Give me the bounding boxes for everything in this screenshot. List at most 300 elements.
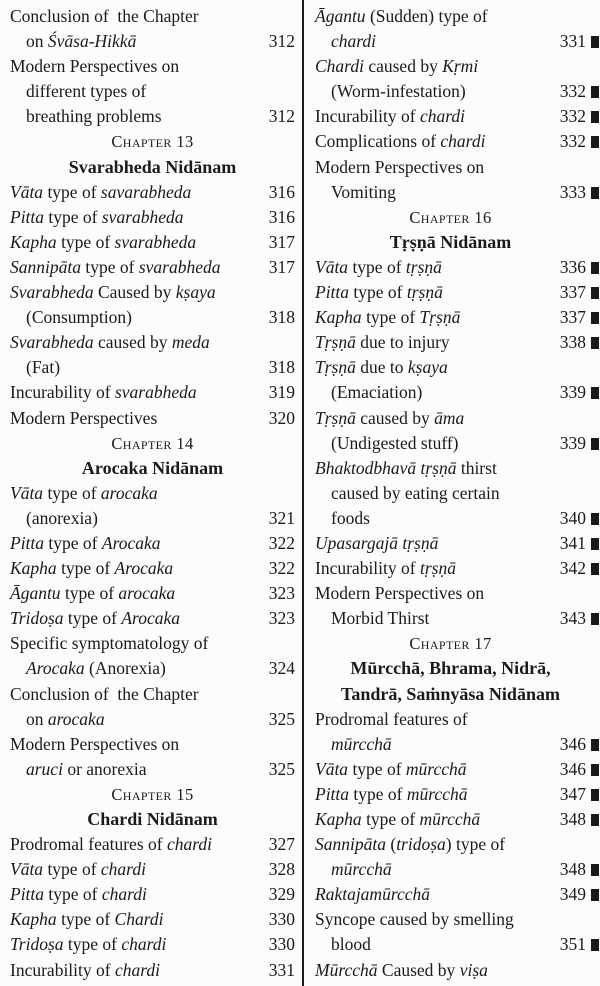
toc-entry bbox=[315, 104, 586, 129]
entry-text bbox=[315, 54, 478, 79]
page-number: 332 bbox=[559, 81, 586, 102]
entry-text bbox=[331, 857, 392, 882]
page-number: 351 bbox=[559, 934, 586, 955]
sanskrit-term: Kapha bbox=[10, 231, 57, 252]
scan-edge-artifact bbox=[591, 513, 599, 525]
page-number: 342 bbox=[559, 558, 586, 579]
sanskrit-term: mūrcchā bbox=[419, 809, 481, 829]
sanskrit-term: Arocaka bbox=[101, 532, 161, 553]
entry-text bbox=[10, 556, 173, 581]
toc-entry bbox=[10, 882, 295, 907]
page-number: 330 bbox=[268, 909, 295, 930]
toc-entry-line bbox=[315, 481, 586, 506]
entry-text bbox=[315, 707, 468, 732]
toc-column-right bbox=[315, 4, 586, 983]
toc-entry-line bbox=[10, 757, 295, 782]
page-number: 337 bbox=[559, 282, 586, 303]
page-number: 324 bbox=[268, 658, 295, 679]
sanskrit-term: Svarabheda bbox=[10, 282, 94, 303]
entry-text bbox=[315, 104, 465, 129]
toc-entry bbox=[315, 832, 586, 882]
text-run: caused by bbox=[355, 407, 435, 428]
text-run: type of bbox=[44, 532, 102, 553]
entry-text bbox=[331, 380, 422, 405]
scan-edge-artifact bbox=[591, 889, 599, 901]
text-run: Syncope caused by smelling bbox=[315, 909, 514, 930]
entry-text bbox=[315, 330, 450, 355]
page-number: 323 bbox=[268, 608, 295, 629]
page-number: 327 bbox=[268, 834, 295, 855]
toc-entry bbox=[315, 958, 586, 983]
toc-entry-line bbox=[10, 255, 295, 280]
toc-entry-line bbox=[10, 79, 295, 104]
page-number: 319 bbox=[268, 382, 295, 403]
scan-edge-artifact bbox=[591, 563, 599, 575]
text-run: (Sudden) type of bbox=[365, 6, 488, 26]
text-run: type of bbox=[361, 809, 420, 829]
sanskrit-term: Pitta bbox=[10, 884, 45, 905]
toc-entry-line bbox=[10, 631, 295, 656]
scan-edge-artifact bbox=[591, 764, 599, 776]
toc-entry-line bbox=[315, 958, 586, 983]
scan-edge-artifact bbox=[591, 111, 599, 123]
entry-text bbox=[331, 29, 376, 54]
text-run: Specific symptomatology of bbox=[10, 633, 209, 654]
sanskrit-term: aruci bbox=[26, 758, 63, 779]
toc-entry-line bbox=[10, 581, 295, 606]
page-number: 330 bbox=[268, 934, 295, 955]
page-number: 348 bbox=[559, 809, 586, 829]
toc-entry bbox=[10, 732, 295, 782]
text-run: type of bbox=[63, 934, 122, 955]
entry-text bbox=[315, 882, 430, 907]
entry-text bbox=[10, 380, 197, 405]
text-run: Morbid Thirst bbox=[331, 608, 430, 629]
text-run: different types of bbox=[26, 81, 147, 102]
toc-entry-line bbox=[10, 330, 295, 355]
toc-entry bbox=[10, 857, 295, 882]
page-number: 316 bbox=[268, 181, 295, 202]
sanskrit-term: tridoṣa bbox=[396, 834, 446, 855]
page-number: 320 bbox=[268, 407, 295, 428]
text-run: Caused by bbox=[377, 959, 460, 980]
text-run: Incurability of bbox=[315, 106, 420, 127]
page-number: 322 bbox=[268, 558, 295, 579]
entry-text bbox=[315, 807, 480, 832]
sanskrit-term: Kapha bbox=[315, 809, 362, 829]
text-run: Arocaka Nidānam bbox=[81, 457, 224, 478]
toc-entry-line bbox=[10, 531, 295, 556]
entry-text bbox=[315, 155, 484, 180]
scan-edge-artifact bbox=[591, 187, 599, 199]
toc-entry bbox=[315, 456, 586, 531]
toc-entry bbox=[10, 280, 295, 330]
toc-entry-line bbox=[315, 882, 586, 907]
entry-text bbox=[10, 205, 184, 230]
sanskrit-term: svarabheda bbox=[138, 256, 221, 277]
chapter-number-heading: Chapter 17 bbox=[409, 634, 492, 654]
sanskrit-term: kṣaya bbox=[175, 282, 216, 303]
toc-entry-line bbox=[10, 305, 295, 330]
toc-entry-line bbox=[315, 180, 586, 205]
toc-entry bbox=[10, 205, 295, 230]
sanskrit-term: Kṛmi bbox=[442, 56, 479, 77]
sanskrit-term: Tṛṣṇā bbox=[315, 407, 356, 428]
entry-text bbox=[315, 958, 488, 983]
scan-edge-artifact bbox=[591, 814, 599, 826]
entry-text bbox=[315, 531, 438, 556]
sanskrit-term: Kapha bbox=[10, 909, 57, 930]
text-run: Tandrā, Saṁnyāsa Nidānam bbox=[341, 683, 560, 704]
entry-text bbox=[26, 757, 147, 782]
page-number: 318 bbox=[268, 307, 295, 328]
toc-entry-line bbox=[10, 205, 295, 230]
scan-edge-artifact bbox=[591, 739, 599, 751]
chapter-title-heading bbox=[315, 682, 586, 707]
toc-entry-line bbox=[10, 180, 295, 205]
sanskrit-term: Kapha bbox=[315, 307, 362, 328]
toc-entry bbox=[10, 606, 295, 631]
sanskrit-term: Tṛṣṇā bbox=[419, 307, 461, 328]
toc-entry-line bbox=[10, 406, 295, 431]
toc-entry-line bbox=[315, 932, 586, 957]
toc-entry-line bbox=[10, 481, 295, 506]
toc-entry-line bbox=[315, 531, 586, 556]
text-run: type of bbox=[43, 181, 101, 202]
entry-text bbox=[10, 606, 180, 631]
sanskrit-term: svarabheda bbox=[101, 206, 184, 227]
text-run: type of bbox=[43, 859, 101, 880]
toc-entry bbox=[315, 305, 586, 330]
toc-entry-line bbox=[315, 104, 586, 129]
page-number: 323 bbox=[268, 583, 295, 604]
entry-text bbox=[10, 732, 179, 757]
text-run: Incurability of bbox=[10, 959, 115, 980]
scan-edge-artifact bbox=[591, 36, 599, 48]
sanskrit-term: chardi bbox=[121, 934, 167, 955]
toc-entry-line bbox=[10, 606, 295, 631]
toc-entry-line bbox=[315, 29, 586, 54]
entry-text bbox=[331, 506, 370, 531]
toc-entry bbox=[10, 54, 295, 129]
toc-entry bbox=[315, 581, 586, 631]
entry-text bbox=[315, 832, 505, 857]
toc-entry-line bbox=[315, 506, 586, 531]
toc-entry bbox=[315, 707, 586, 757]
page-number: 340 bbox=[559, 507, 586, 528]
sanskrit-term: Raktajamūrcchā bbox=[315, 884, 431, 905]
toc-entry bbox=[315, 531, 586, 556]
page-number: 331 bbox=[268, 959, 295, 980]
entry-text bbox=[315, 255, 442, 280]
scan-edge-artifact bbox=[591, 86, 599, 98]
toc-entry-line bbox=[315, 79, 586, 104]
text-run: caused by eating certain bbox=[331, 482, 500, 503]
sanskrit-term: svarabheda bbox=[114, 231, 197, 252]
sanskrit-term: viṣa bbox=[459, 959, 488, 980]
entry-text bbox=[331, 180, 396, 205]
text-run: Caused by bbox=[93, 282, 176, 303]
toc-entry-line bbox=[10, 707, 295, 732]
entry-text bbox=[10, 4, 199, 29]
entry-text bbox=[26, 707, 105, 732]
page-number: 337 bbox=[559, 307, 586, 328]
toc-entry bbox=[315, 54, 586, 104]
toc-entry-line bbox=[10, 54, 295, 79]
toc-entry-line bbox=[10, 958, 295, 983]
toc-entry-line bbox=[10, 230, 295, 255]
entry-text bbox=[26, 506, 98, 531]
toc-entry-line bbox=[10, 280, 295, 305]
entry-text bbox=[26, 355, 60, 380]
entry-text bbox=[10, 907, 163, 932]
toc-entry-line bbox=[315, 355, 586, 380]
sanskrit-term: Sannipāta bbox=[10, 256, 81, 277]
entry-text bbox=[331, 481, 500, 506]
entry-text bbox=[10, 330, 210, 355]
toc-entry bbox=[315, 556, 586, 581]
toc-entry bbox=[315, 882, 586, 907]
sanskrit-term: Āgantu bbox=[10, 583, 61, 604]
entry-text bbox=[10, 581, 175, 606]
sanskrit-term: Upasargajā tṛṣṇā bbox=[315, 532, 439, 553]
sanskrit-term: arocaka bbox=[47, 708, 105, 729]
entry-text bbox=[315, 129, 485, 154]
toc-entry bbox=[315, 355, 586, 405]
entry-text bbox=[331, 932, 371, 957]
scan-edge-artifact bbox=[591, 287, 599, 299]
sanskrit-term: Pitta bbox=[315, 783, 350, 804]
entry-text bbox=[315, 305, 460, 330]
page-number: 347 bbox=[559, 783, 586, 804]
toc-entry bbox=[10, 932, 295, 957]
chapter-title-heading bbox=[10, 807, 295, 832]
toc-entry-line bbox=[315, 330, 586, 355]
page-number: 348 bbox=[559, 859, 586, 880]
toc-entry-line bbox=[10, 656, 295, 681]
sanskrit-term: chardi bbox=[440, 131, 486, 152]
column-divider-rule bbox=[302, 0, 304, 986]
page-number: 332 bbox=[559, 131, 586, 152]
text-run: Vomiting bbox=[331, 181, 396, 202]
toc-entry-line bbox=[315, 380, 586, 405]
text-run: caused by bbox=[93, 332, 172, 353]
text-run: type of bbox=[361, 307, 420, 328]
sanskrit-term: chardi bbox=[166, 834, 213, 855]
text-run: caused by bbox=[363, 56, 443, 77]
page-number: 346 bbox=[559, 758, 586, 779]
entry-text bbox=[10, 832, 212, 857]
chapter-title-heading bbox=[10, 155, 295, 180]
toc-entry-line bbox=[315, 406, 586, 431]
toc-entry-line bbox=[315, 782, 586, 807]
scan-edge-artifact bbox=[591, 538, 599, 550]
sanskrit-term: svarabheda bbox=[114, 382, 197, 403]
toc-entry bbox=[315, 330, 586, 355]
page-number: 318 bbox=[268, 357, 295, 378]
scan-edge-artifact bbox=[591, 939, 599, 951]
entry-text bbox=[26, 29, 136, 54]
toc-entry-line bbox=[315, 305, 586, 330]
text-run: type of bbox=[60, 583, 119, 604]
toc-entry-line bbox=[315, 732, 586, 757]
chapter-title-heading bbox=[315, 656, 586, 681]
toc-entry-line bbox=[315, 280, 586, 305]
sanskrit-term: arocaka bbox=[100, 482, 158, 503]
toc-entry-line bbox=[10, 732, 295, 757]
toc-column-left bbox=[10, 4, 295, 983]
entry-text bbox=[10, 180, 191, 205]
sanskrit-term: Vāta bbox=[10, 482, 44, 503]
toc-entry bbox=[315, 807, 586, 832]
toc-entry bbox=[10, 255, 295, 280]
entry-text bbox=[331, 431, 459, 456]
toc-entry-line bbox=[315, 857, 586, 882]
toc-entry bbox=[315, 406, 586, 456]
text-run: type of bbox=[349, 282, 407, 303]
text-run: Conclusion of the Chapter bbox=[10, 683, 199, 704]
page-number: 332 bbox=[559, 106, 586, 127]
sanskrit-term: chardi bbox=[331, 31, 377, 52]
page-number: 317 bbox=[268, 256, 295, 277]
sanskrit-term: Arocaka bbox=[121, 608, 180, 629]
entry-text bbox=[10, 631, 208, 656]
page-number: 312 bbox=[268, 31, 295, 52]
entry-text bbox=[10, 531, 161, 556]
sanskrit-term: Mūrcchā bbox=[315, 959, 378, 980]
sanskrit-term: Tridoṣa bbox=[10, 608, 64, 629]
text-run: foods bbox=[331, 507, 370, 528]
toc-entry bbox=[10, 832, 295, 857]
page-number: 316 bbox=[268, 206, 295, 227]
toc-entry bbox=[10, 230, 295, 255]
entry-text bbox=[315, 757, 467, 782]
text-run: type of bbox=[44, 884, 102, 905]
text-run: due to injury bbox=[355, 332, 450, 353]
sanskrit-term: chardi bbox=[114, 959, 161, 980]
toc-entry-line bbox=[315, 757, 586, 782]
sanskrit-term: Vāta bbox=[10, 181, 44, 202]
toc-entry-line bbox=[10, 857, 295, 882]
entry-text bbox=[331, 732, 392, 757]
toc-entry-line bbox=[10, 104, 295, 129]
sanskrit-term: meda bbox=[171, 332, 210, 353]
entry-text bbox=[315, 782, 467, 807]
scan-edge-artifact bbox=[591, 438, 599, 450]
text-run: (Consumption) bbox=[26, 307, 132, 328]
text-run: type of bbox=[56, 558, 115, 579]
toc-entry bbox=[10, 481, 295, 531]
text-run: ( bbox=[385, 834, 397, 855]
toc-entry bbox=[10, 556, 295, 581]
text-run: Modern Perspectives on bbox=[10, 56, 180, 77]
toc-entry bbox=[10, 406, 295, 431]
sanskrit-term: tṛṣṇā bbox=[406, 282, 443, 303]
text-run: Prodromal features of bbox=[315, 708, 468, 729]
toc-entry bbox=[10, 180, 295, 205]
toc-entry-line bbox=[315, 255, 586, 280]
text-run: type of bbox=[348, 758, 406, 779]
entry-text bbox=[10, 481, 158, 506]
text-run: Chardi Nidānam bbox=[87, 809, 218, 829]
text-run: Svarabheda Nidānam bbox=[68, 156, 237, 177]
entry-text bbox=[10, 406, 157, 431]
toc-entry bbox=[315, 4, 586, 54]
toc-entry bbox=[315, 907, 586, 957]
toc-entry-line bbox=[315, 129, 586, 154]
sanskrit-term: āma bbox=[434, 407, 465, 428]
toc-entry-line bbox=[315, 707, 586, 732]
text-run: (Worm-infestation) bbox=[331, 81, 466, 102]
scan-edge-artifact bbox=[591, 789, 599, 801]
text-run: type of bbox=[63, 608, 122, 629]
page-number: 333 bbox=[559, 181, 586, 202]
entry-text bbox=[10, 54, 179, 79]
entry-text bbox=[10, 932, 166, 957]
toc-entry-line bbox=[10, 932, 295, 957]
toc-entry-line bbox=[10, 506, 295, 531]
toc-entry-line bbox=[315, 456, 586, 481]
sanskrit-term: Pitta bbox=[10, 206, 45, 227]
scan-edge-artifact bbox=[591, 136, 599, 148]
text-run: Complications of bbox=[315, 131, 441, 152]
sanskrit-term: Tṛṣṇā bbox=[315, 332, 356, 353]
scan-edge-artifact bbox=[591, 262, 599, 274]
entry-text bbox=[10, 255, 220, 280]
toc-entry-line bbox=[10, 832, 295, 857]
toc-entry bbox=[10, 958, 295, 983]
chapter-title-heading bbox=[315, 230, 586, 255]
toc-entry-line bbox=[315, 807, 586, 832]
toc-entry bbox=[10, 531, 295, 556]
chapter-number-heading: Chapter 14 bbox=[111, 433, 194, 453]
sanskrit-term: tṛṣṇā bbox=[405, 256, 442, 277]
toc-entry bbox=[10, 4, 295, 54]
entry-text bbox=[10, 230, 196, 255]
page-number: 325 bbox=[268, 758, 295, 779]
toc-entry-line bbox=[315, 54, 586, 79]
sanskrit-term: kṣaya bbox=[407, 357, 448, 378]
entry-text bbox=[315, 456, 497, 481]
text-run: (anorexia) bbox=[26, 507, 98, 528]
entry-text bbox=[331, 79, 466, 104]
sanskrit-term: mūrcchā bbox=[405, 758, 467, 779]
sanskrit-term: tṛṣṇā bbox=[419, 558, 456, 579]
entry-text bbox=[10, 857, 146, 882]
sanskrit-term: Pitta bbox=[315, 282, 350, 303]
toc-entry-line bbox=[10, 907, 295, 932]
text-run: Incurability of bbox=[315, 558, 420, 579]
text-run: Prodromal features of bbox=[10, 834, 167, 855]
sanskrit-term: savarabheda bbox=[100, 181, 192, 202]
page-number: 343 bbox=[559, 608, 586, 629]
sanskrit-term: Vāta bbox=[315, 758, 349, 779]
toc-entry-line bbox=[10, 882, 295, 907]
text-run: Tṛṣṇā Nidānam bbox=[389, 231, 512, 252]
sanskrit-term: Chardi bbox=[114, 909, 164, 930]
sanskrit-term: Arocaka bbox=[114, 558, 174, 579]
entry-text bbox=[315, 355, 448, 380]
page-number: 329 bbox=[268, 884, 295, 905]
text-run: on bbox=[26, 31, 48, 52]
toc-entry-line bbox=[315, 581, 586, 606]
sanskrit-term: Tridoṣa bbox=[10, 934, 64, 955]
text-run: blood bbox=[331, 934, 371, 955]
chapter-number-heading: Chapter 15 bbox=[111, 784, 194, 804]
page-number: 325 bbox=[268, 708, 295, 729]
entry-text bbox=[315, 907, 514, 932]
toc-entry-line bbox=[315, 907, 586, 932]
